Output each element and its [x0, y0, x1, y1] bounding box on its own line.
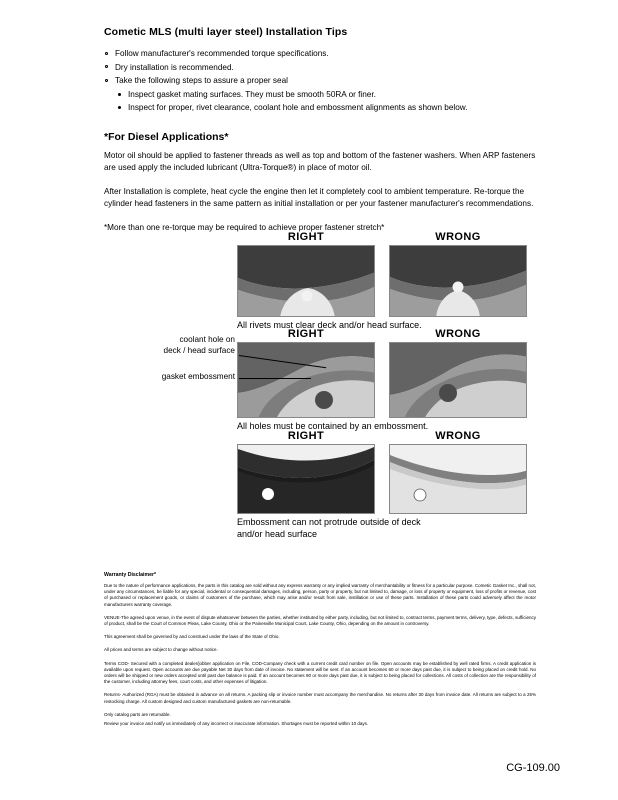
callout-embossment-leader: [239, 378, 311, 379]
figure-label-right: RIGHT: [287, 231, 325, 243]
subtips-list: [104, 88, 536, 115]
figure-embossment-right: [237, 444, 375, 514]
callout-coolant-hole-line1: coolant hole on: [179, 335, 235, 344]
document-body: [104, 26, 536, 234]
figure-caption-rivets: All rivets must clear deck and/or head surface.: [237, 320, 422, 330]
figure-holes-right: [237, 342, 375, 418]
subtip-text: Inspect for proper, rivet clearance, coolant hole and embossment alignments as shown below.: [128, 103, 468, 112]
hollow-bullet-icon: [105, 52, 108, 55]
warranty-heading: Warranty Disclaimer*: [104, 572, 156, 578]
callout-gasket-embossment-text: gasket embossment: [161, 372, 235, 381]
hollow-bullet-icon: [105, 79, 108, 82]
figure-embossment-wrong-svg: [390, 445, 527, 514]
figure-embossment-right-svg: [238, 445, 375, 514]
warranty-paragraph: Only catalog parts are returnable.: [104, 711, 171, 717]
figure-caption-embossment-line1: Embossment can not protrude outside of deck: [237, 517, 421, 527]
list-item: [104, 74, 536, 88]
figure-group-rivets: [237, 231, 527, 332]
tip-text: Dry installation is recommended.: [115, 62, 234, 72]
figure-group-embossment: [237, 430, 527, 540]
figure-caption-holes: All holes must be contained by an embossment.: [237, 421, 429, 431]
figure-rivets-right-svg: [238, 246, 375, 317]
callout-coolant-hole-line2: deck / head surface: [163, 346, 235, 355]
diesel-paragraph-3: *More than one re-torque may be required to achieve proper fastener stretch*: [104, 222, 385, 232]
figure-holes-right-svg: [238, 343, 375, 418]
callout-coolant-hole: [127, 334, 235, 356]
page-title: Cometic MLS (multi layer steel) Installation Tips: [104, 26, 348, 38]
figure-holes-wrong: [389, 342, 527, 418]
figure-label-wrong: WRONG: [435, 231, 481, 243]
tip-text: Follow manufacturer's recommended torque specifications.: [115, 49, 329, 58]
figure-rivets-wrong: [389, 245, 527, 317]
warranty-paragraph: Terms COD- Secured with a completed dealer/jobber application on File, COD-Company check with a current credit card number on file. Open accounts may be established by well rated firms. A credit application is available upon request. Open accounts are due payable Net 30 days from date of invoice. No statement will be sent. If an account becomes 60 or more days past due, it is subject to being placed on credit hold. No orders will be shipped or new orders accepted until past due balance is paid. If an account becomes 90 or more days past due, it is subject to being placed for collections. All costs of collection are the responsibility of the customer, including attorney fees, court costs, and other expenses of litigation.: [104, 660, 536, 685]
subtip-text: Inspect gasket mating surfaces. They must be smooth 50RA or finer.: [128, 89, 376, 99]
list-item: [104, 88, 536, 102]
warranty-paragraph: Review your invoice and notify us immediately of any incorrect or inaccurate information. Shortages must be reported within 10 days.: [104, 721, 369, 727]
solid-bullet-icon: [118, 106, 121, 109]
list-item: [104, 47, 536, 61]
figure-caption-embossment: [237, 517, 527, 540]
figure-holes-wrong-svg: [390, 343, 527, 418]
figure-label-wrong: WRONG: [435, 430, 481, 442]
figure-rivets-wrong-svg: [390, 246, 527, 317]
diesel-paragraph-1: Motor oil should be applied to fastener threads as well as top and bottom of the fastener washers. When ARP fasteners are used apply the included lubricant (Ultra-Torque®) in place of motor oil.: [104, 150, 536, 173]
warranty-paragraph: Due to the nature of performance applications, the parts in this catalog are sold without any express warranty or any implied warranty of merchantability or fitness for a particular purpose. Cometic Gasket Inc., shall not, under any circumstances, be liable for any special, incidental or consequential damages, including, person, party or property, but not limited to, damage, or loss of property or equipment, loss of profits or revenue, cost of purchased or replacement goods, or claims of customers of the purchase, which may arise and/or result from sale, instillation or use of these parts. Installation of these parts could adversely affect the motor manufacturers warranty coverage.: [104, 583, 536, 607]
figure-label-right: RIGHT: [287, 430, 325, 442]
tip-text: Take the following steps to assure a proper seal: [115, 76, 288, 85]
warranty-paragraph: All prices and terms are subject to change without notice.: [104, 647, 218, 653]
figure-caption-embossment-line2: and/or head surface: [237, 528, 318, 539]
warranty-paragraph: VENUE-The agreed upon venue, in the event of dispute whatsoever between the parties, whether instituted by either party, including, but not limited to, contract terms, payment terms, delivery, type, defects, sufficiency of product, shall be the Court of Common Pleas, Lake County, Ohio or the Painesville Municipal Court, Lake County, Ohio, depending on the amount in controversy.: [104, 614, 536, 627]
figure-group-holes: [161, 328, 527, 433]
list-item: [104, 101, 536, 115]
warranty-paragraph: This agreement shall be governed by and construed under the laws of the State of Ohio.: [104, 634, 280, 640]
figure-label-right: RIGHT: [287, 328, 325, 340]
solid-bullet-icon: [118, 93, 121, 96]
figure-embossment-wrong: [389, 444, 527, 514]
warranty-section: [104, 572, 536, 734]
list-item: [104, 61, 536, 75]
callout-gasket-embossment: [125, 371, 235, 382]
diesel-heading: *For Diesel Applications*: [104, 130, 229, 143]
tips-list: [104, 47, 536, 88]
figure-label-wrong: WRONG: [435, 328, 481, 340]
warranty-paragraph: Returns- Authorized (RGA) must be obtained in advance on all returns. A packing slip or invoice number must accompany the merchandise. No returns after 30 days from invoice date. All returns are subject to a 25% restocking charge. All custom designed and custom manufactured gaskets are non-returnable.: [104, 692, 536, 704]
document-number: CG-109.00: [506, 762, 560, 774]
hollow-bullet-icon: [105, 65, 108, 68]
diesel-paragraph-2: After Installation is complete, heat cycle the engine then let it completely cool to ambient temperature. Re-torque the cylinder head fasteners in the same pattern as initial installation or per your fastener manufacturer's recommendations.: [104, 186, 534, 209]
figure-rivets-right: [237, 245, 375, 317]
